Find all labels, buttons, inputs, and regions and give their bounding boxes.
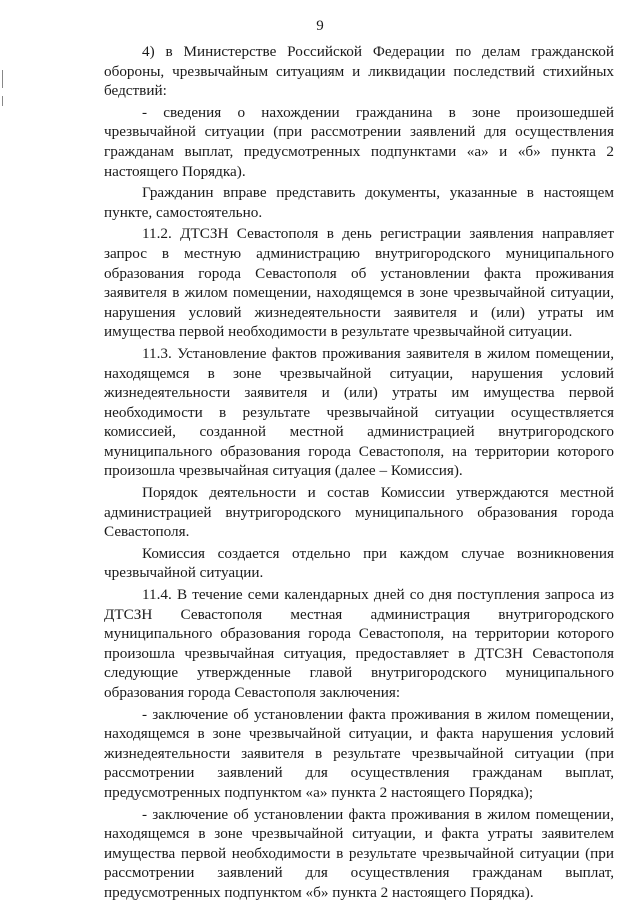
- page-number: 9: [316, 18, 324, 34]
- paragraph: Гражданин вправе представить документы, указанные в настоящем пункте, самостоятельно.: [104, 184, 614, 221]
- document-body: [104, 42, 614, 905]
- paragraph: Порядок деятельности и состав Комиссии утверждаются местной администрацией внутригородского муниципального образования города Севастополя.: [104, 484, 614, 541]
- paragraph: - заключение об установлении факта проживания в жилом помещении, находящемся в зоне чрезвычайной ситуации, и факта утраты заявителем имущества первой необходимости в результате чрезвычайной ситуации (при рассмотрении заявлений для осуществления гражданам выплат, предусмотренных подпунктом «б» пункта 2 настоящего Порядка).: [104, 805, 614, 901]
- margin-mark: [2, 70, 3, 88]
- paragraph: 11.3. Установление фактов проживания заявителя в жилом помещении, находящемся в зоне чрезвычайной ситуации, нарушения условий жизнедеятельности заявителя и (или) утраты им имущества первой необходимости в результате чрезвычайной ситуации осуществляется комиссией, созданной местной администрацией внутригородского муниципального образования города Севастополя, на территории которого произошла чрезвычайная ситуация (далее – Комиссия).: [104, 344, 614, 480]
- paragraph: 4) в Министерстве Российской Федерации по делам гражданской обороны, чрезвычайным ситуациям и ликвидации последствий стихийных бедствий:: [104, 43, 614, 100]
- paragraph: Комиссия создается отдельно при каждом случае возникновения чрезвычайной ситуации.: [104, 544, 614, 582]
- margin-mark: [2, 96, 3, 106]
- paragraph: 11.2. ДТСЗН Севастополя в день регистрации заявления направляет запрос в местную администрацию внутригородского муниципального образования города Севастополя об установлении факта проживания заявителя в жилом помещении, находящемся в зоне чрезвычайной ситуации, нарушения условий жизнедеятельности заявителя и (или) утраты им имущества первой необходимости в результате чрезвычайной ситуации.: [104, 225, 614, 341]
- paragraph: 11.4. В течение семи календарных дней со дня поступления запроса из ДТСЗН Севастополя местная администрация внутригородского муниципального образования города Севастополя, на территории которого произошла чрезвычайная ситуация, предоставляет в ДТСЗН Севастополя следующие утвержденные главой внутригородского муниципального образования города Севастополя заключения:: [104, 586, 614, 701]
- paragraph: - заключение об установлении факта проживания в жилом помещении, находящемся в зоне чрезвычайной ситуации, и факта нарушения условий жизнедеятельности заявителя в результате чрезвычайной ситуации (при рассмотрении заявлений для осуществления гражданам выплат, предусмотренных подпунктом «а» пункта 2 настоящего Порядка);: [104, 705, 614, 801]
- paragraph: - сведения о нахождении гражданина в зоне произошедшей чрезвычайной ситуации (при рассмотрении заявлений для осуществления гражданам выплат, предусмотренных подпунктами «а» и «б» пункта 2 настоящего Порядка).: [104, 103, 614, 180]
